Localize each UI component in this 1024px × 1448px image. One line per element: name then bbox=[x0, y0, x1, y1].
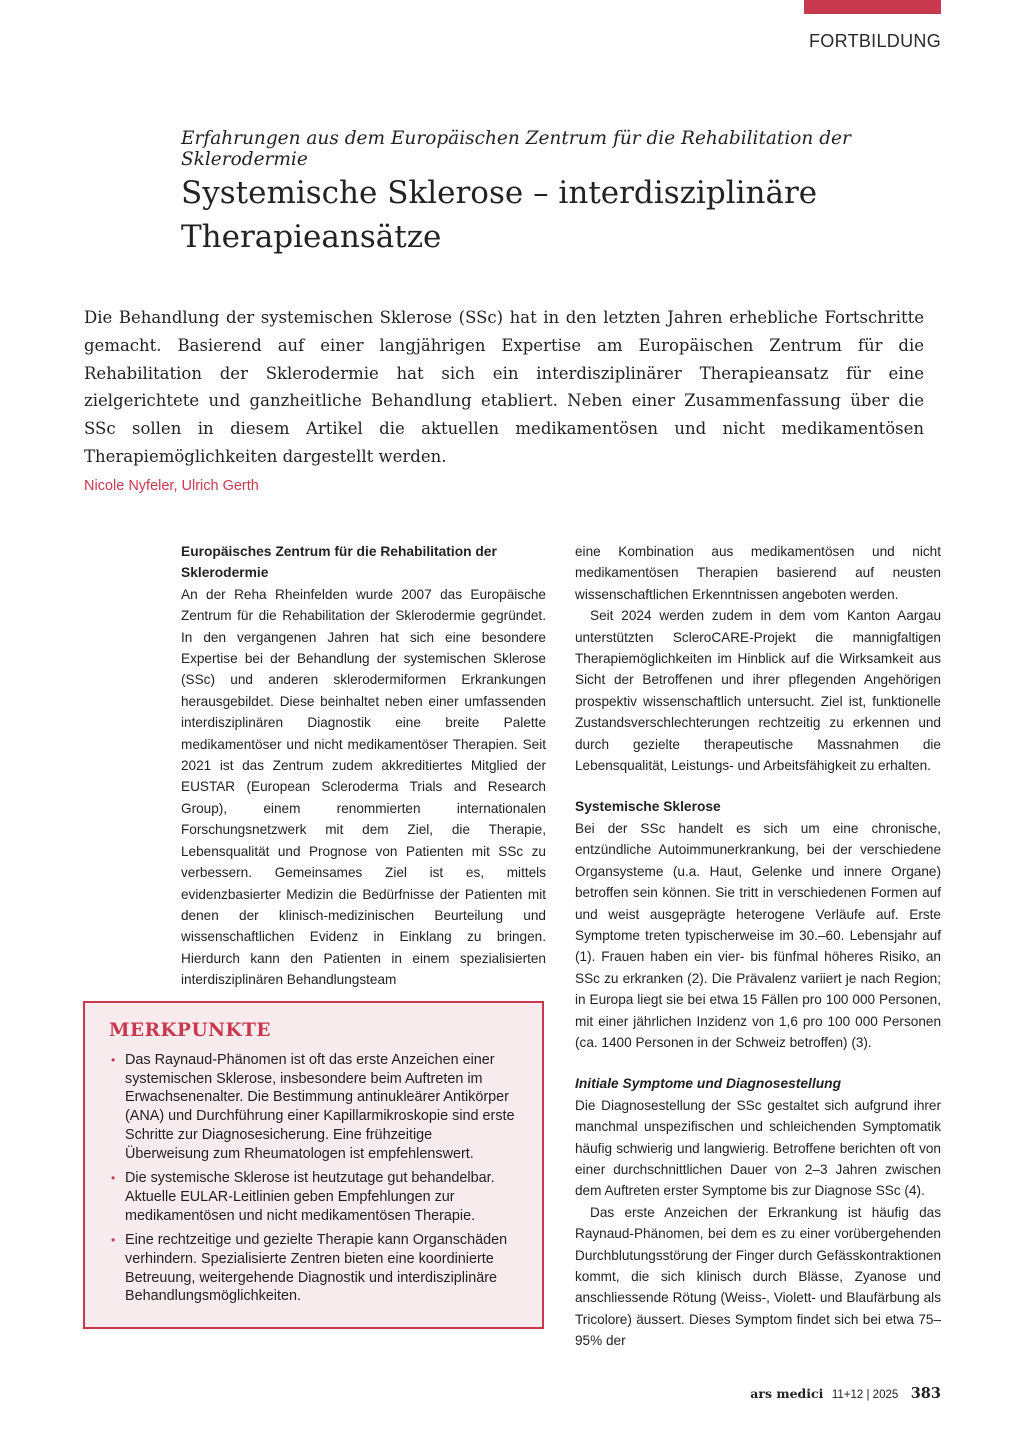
bullet-icon: • bbox=[111, 1053, 116, 1067]
bullet-icon: • bbox=[111, 1171, 116, 1186]
merkpunkte-item bbox=[109, 1231, 518, 1306]
journal-issue: 11+12 | 2025 bbox=[831, 1389, 899, 1401]
merkpunkte-title: MERKPUNKTE bbox=[109, 1020, 271, 1041]
right-paragraph-2: Seit 2024 werden zudem in dem vom Kanton Aargau unterstützten ScleroCARE-Projekt die mannigfaltigen Therapiemöglichkeiten im Hinblick auf die Wirksamkeit aus Sicht der Betroffenen und ihrer pflegenden Angehörigen prospektiv wissenschaftlich untersucht. Ziel ist, funktionelle Zustandsverschlechterungen rechtzeitig zu erkennen und durch gezielte therapeutische Massnahmen die Lebensqualität, Leistungs- und Arbeitsfähigkeit zu erhalten. bbox=[575, 608, 941, 774]
merkpunkte-box bbox=[83, 1001, 544, 1329]
raynaud-paragraph: Das erste Anzeichen der Erkrankung ist häufig das Raynaud-Phänomen, bei dem es zu einer vorübergehenden Durchblutungsstörung der Finger durch Gefässkontraktionen kommt, die sich klinisch durch Blässe, Zyanose und anschliessende Rötung (Weiss-, Violett- und Blaufärbung als Tricolore) äussert. Dieses Symptom findet sich bei etwa 75–95% der bbox=[575, 1204, 941, 1349]
left-column bbox=[181, 541, 546, 991]
article-lead: Die Behandlung der systemischen Sklerose (SSc) hat in den letzten Jahren erhebliche Fortschritte gemacht. Basierend auf einer langjährigen Expertise am Europäischen Zentrum für die Rehabilitation der Sklerodermie hat sich ein interdisziplinärer Therapieansatz für eine zielgerichtete und ganzheitliche Behandlung etabliert. Neben einer Zusammenfassung über die SSc sollen in diesem Artikel die aktuellen medikamentösen und nicht medikamentösen Therapiemöglichkeiten dargestellt werden. bbox=[84, 308, 924, 466]
merkpunkte-item bbox=[109, 1169, 518, 1225]
diagnosis-paragraph: Die Diagnosestellung der SSc gestaltet sich aufgrund ihrer manchmal unspezifischen und schleichenden Symptomatik häufig schwierig und langwierig. Betroffene berichten oft von einer durchschnittlichen Dauer von 2–3 Jahren zwischen dem Auftreten erster Symptome bis zur Diagnose SSc (4). bbox=[575, 1097, 941, 1199]
journal-name: ars medici bbox=[750, 1386, 824, 1401]
merkpunkte-item bbox=[109, 1051, 518, 1163]
page-footer bbox=[750, 1385, 941, 1403]
article-title: Systemische Sklerose – interdisziplinäre Therapieansätze bbox=[181, 175, 818, 255]
right-paragraph-1: eine Kombination aus medikamentösen und nicht medikamentösen Therapien basierend auf neusten wissenschaftlichen Erkenntnissen angeboten werden. bbox=[575, 544, 941, 602]
center-paragraph: An der Reha Rheinfelden wurde 2007 das Europäische Zentrum für die Rehabilitation der Sklerodermie gegründet. In den vergangenen Jahren hat sich eine besondere Expertise bei der Behandlung der systemischen Sklerose (SSc) und anderen sklerodermiformen Erkrankungen herausgebildet. Diese beinhaltet neben einer umfassenden interdisziplinären Diagnostik eine breite Palette medikamentöser und nicht medikamentöser Therapien. Seit 2021 ist das Zentrum zudem akkreditiertes Mitglied der EUSTAR (European Scleroderma Trials and Research Group), einem renommierten internationalen Forschungsnetzwerk mit dem Ziel, die Therapie, Lebensqualität und Prognose von Patienten mit SSc zu verbessern. Gemeinsames Ziel ist es, mittels evidenzbasierter Medizin die Bedürfnisse der Patienten mit denen der klinisch-medizinischen Beurteilung und wissenschaftlichen Evidenz in Einklang zu bringen. Hierdurch kann den Patienten in einem spezialisierten interdisziplinären Behandlungsteam bbox=[181, 586, 546, 988]
section-label: FORTBILDUNG bbox=[809, 31, 941, 51]
merkpunkte-list bbox=[109, 1051, 518, 1306]
initial-symptoms-heading: Initiale Symptome und Diagnosestellung bbox=[575, 1076, 842, 1092]
ssc-heading: Systemische Sklerose bbox=[575, 799, 721, 815]
article-kicker: Erfahrungen aus dem Europäischen Zentrum für die Rehabilitation der Sklerodermie bbox=[181, 128, 851, 170]
section-color-bar bbox=[804, 0, 941, 14]
ssc-paragraph: Bei der SSc handelt es sich um eine chronische, entzündliche Autoimmunerkrankung, bei der verschiedene Organsysteme (u.a. Haut, Gelenke und innere Organe) betroffen sein können. Sie tritt in verschiedenen Formen auf und weist ausgeprägte heterogene Verläufe auf. Erste Symptome treten typischerweise im 30.–60. Lebensjahr auf (1). Frauen haben ein vier- bis fünfmal höheres Risiko, an SSc zu erkranken (2). Die Prävalenz variiert je nach Region; in Europa liegt sie bei etwa 15 Fällen pro 100 000 Personen, mit einer jährlichen Inzidenz von 1,6 pro 100 000 Personen (ca. 1400 Personen in der Schweiz betroffen) (3). bbox=[575, 820, 941, 1050]
merkpunkte-item-text: Die systemische Sklerose ist heutzutage gut behandelbar. Aktuelle EULAR-Leitlinien geben Empfehlungen zur medikamentösen und nicht medikamentösen Therapie. bbox=[125, 1170, 495, 1224]
bullet-icon: • bbox=[111, 1233, 116, 1248]
center-heading: Europäisches Zentrum für die Rehabilitation der Sklerodermie bbox=[181, 544, 497, 581]
right-column bbox=[575, 541, 941, 1352]
article-authors: Nicole Nyfeler, Ulrich Gerth bbox=[84, 478, 259, 494]
merkpunkte-item-text: Das Raynaud-Phänomen ist oft das erste Anzeichen einer systemischen Sklerose, insbesondere beim Auftreten im Erwachsenenalter. Die Bestimmung antinukleärer Antikörper (ANA) und Durchführung einer Kapillarmikroskopie sind erste Schritte zur Diagnosesicherung. Eine frühzeitige Überweisung zum Rheumatologen ist empfehlenswert. bbox=[125, 1052, 515, 1162]
page-number: 383 bbox=[910, 1385, 941, 1402]
merkpunkte-item-text: Eine rechtzeitige und gezielte Therapie kann Organschäden verhindern. Spezialisierte Zentren bieten eine koordinierte Betreuung, weitergehende Diagnostik und interdisziplinäre Behandlungsmöglichkeiten. bbox=[125, 1232, 508, 1305]
